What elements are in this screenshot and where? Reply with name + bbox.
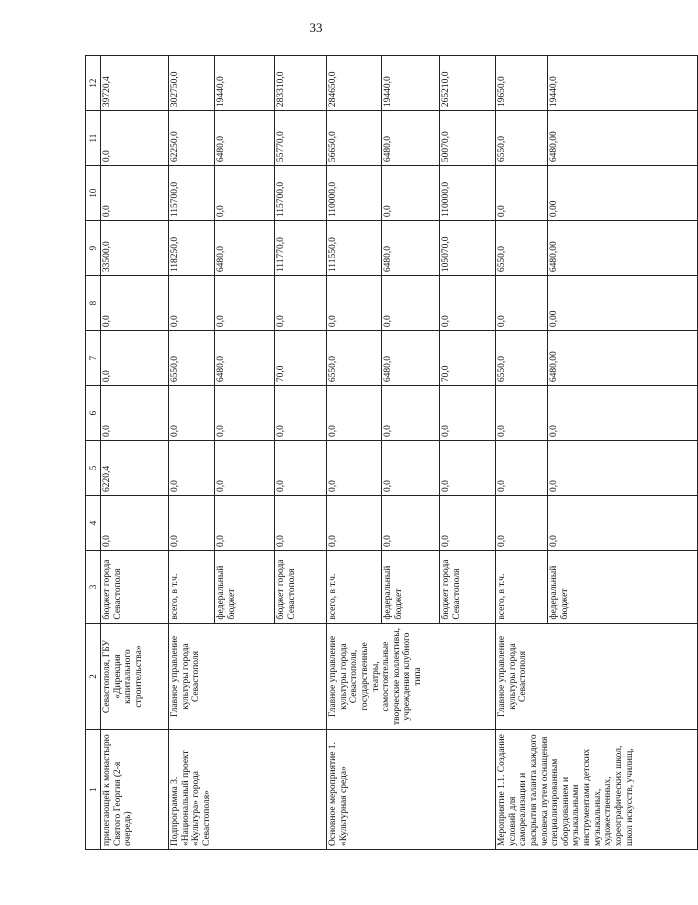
cell-value: 0,0 — [101, 111, 169, 166]
cell-value: 0,0 — [382, 386, 440, 441]
cell-value: 265210,0 — [440, 56, 496, 111]
cell-value: 0,0 — [101, 496, 169, 551]
cell-value: 6480,0 — [215, 221, 275, 276]
cell-value: 0,0 — [169, 496, 215, 551]
cell-value: 284650,0 — [327, 56, 382, 111]
header-cell: 7 — [86, 331, 101, 386]
header-cell: 6 — [86, 386, 101, 441]
cell-value: 0,0 — [327, 441, 382, 496]
cell-value: 0,0 — [382, 441, 440, 496]
table-row — [215, 56, 275, 850]
header-cell: 2 — [86, 623, 101, 730]
cell-value: 0,0 — [215, 276, 275, 331]
cell-value: 0,0 — [215, 496, 275, 551]
cell-value: 62250,0 — [169, 111, 215, 166]
cell-value: 283310,0 — [275, 56, 327, 111]
header-cell: 5 — [86, 441, 101, 496]
cell-description: Мероприятие 1.1. Создание условий для самореализации и раскрытия таланта каждого человека путем оснащения специализированным оборудованием и музыкальными инструментами детских музыкальных, художественных, хореографических школ, школ искусств, училищ, — [496, 730, 698, 850]
table-row — [382, 56, 440, 850]
cell-value: 6550,0 — [496, 111, 548, 166]
cell-value: 0,0 — [215, 441, 275, 496]
cell-value: 0,00 — [548, 276, 698, 331]
cell-value: 6480,00 — [548, 111, 698, 166]
cell-empty — [215, 730, 275, 850]
cell-value: 0,0 — [275, 276, 327, 331]
cell-value: 6220,4 — [101, 441, 169, 496]
cell-value: 55770,0 — [275, 111, 327, 166]
cell-value: 50070,0 — [440, 111, 496, 166]
cell-value: 0,0 — [101, 166, 169, 221]
cell-value: 70,0 — [440, 331, 496, 386]
cell-value: 111550,0 — [327, 221, 382, 276]
cell-value: 70,0 — [275, 331, 327, 386]
cell-empty — [275, 730, 327, 850]
cell-value: 0,0 — [440, 386, 496, 441]
cell-value: 33500,0 — [101, 221, 169, 276]
page-number: 33 — [309, 20, 323, 35]
cell-executor: Севастополя, ГБУ «Дирекция капитального строительства» — [101, 623, 169, 730]
cell-description: Подпрограмма 3. «Национальный проект «Культура» города Севастополя» — [169, 730, 215, 850]
cell-value: 0,0 — [440, 276, 496, 331]
cell-value: 0,0 — [440, 496, 496, 551]
cell-value: 0,0 — [496, 441, 548, 496]
cell-value: 19440,0 — [548, 56, 698, 111]
cell-executor: Главное управление культуры города Севастополя, государственные театры, самостоятельные творческие коллективы, учреждения клубного типа — [327, 623, 496, 730]
cell-value: 0,0 — [327, 496, 382, 551]
cell-value: 0,0 — [548, 386, 698, 441]
cell-source: федеральный бюджет — [215, 551, 275, 624]
header-row — [86, 56, 101, 850]
cell-value: 0,0 — [275, 441, 327, 496]
cell-value: 0,0 — [101, 386, 169, 441]
cell-value: 19440,0 — [382, 56, 440, 111]
cell-source: всего, в т.ч. — [327, 551, 382, 624]
cell-value: 39720,4 — [101, 56, 169, 111]
cell-value: 110000,0 — [327, 166, 382, 221]
cell-source: всего, в т.ч. — [496, 551, 548, 624]
cell-value: 0,0 — [327, 276, 382, 331]
cell-value: 115700,0 — [169, 166, 215, 221]
cell-value: 0,0 — [382, 496, 440, 551]
header-cell: 8 — [86, 276, 101, 331]
cell-value: 0,0 — [496, 276, 548, 331]
cell-value: 19440,0 — [215, 56, 275, 111]
table-row — [327, 56, 382, 850]
cell-description: Основное мероприятие 1. «Культурная среда» — [327, 730, 382, 850]
cell-source: федеральный бюджет — [382, 551, 440, 624]
cell-source: всего, в т.ч. — [169, 551, 215, 624]
cell-value: 0,0 — [496, 166, 548, 221]
cell-value: 0,0 — [496, 496, 548, 551]
table-row — [440, 56, 496, 850]
cell-source: федеральный бюджет — [548, 551, 698, 624]
header-cell: 4 — [86, 496, 101, 551]
cell-executor: Главное управление культуры города Севастополя — [496, 623, 698, 730]
cell-value: 6480,0 — [382, 221, 440, 276]
cell-source: бюджет города Севастополя — [440, 551, 496, 624]
cell-value: 0,0 — [275, 496, 327, 551]
cell-value: 6480,0 — [382, 331, 440, 386]
cell-value: 0,0 — [101, 331, 169, 386]
header-cell: 11 — [86, 111, 101, 166]
cell-value: 302750,0 — [169, 56, 215, 111]
cell-value: 0,0 — [101, 276, 169, 331]
cell-value: 6550,0 — [496, 331, 548, 386]
cell-value: 0,0 — [275, 386, 327, 441]
cell-executor: Главное управление культуры города Севастополя — [169, 623, 215, 730]
cell-value: 0,0 — [440, 441, 496, 496]
cell-value: 56650,0 — [327, 111, 382, 166]
cell-value: 105070,0 — [440, 221, 496, 276]
cell-value: 0,0 — [215, 386, 275, 441]
rotated-table-container — [85, 55, 635, 850]
cell-value: 6480,0 — [215, 111, 275, 166]
cell-source: бюджет города Севастополя — [101, 551, 169, 624]
cell-value: 6480,0 — [215, 331, 275, 386]
cell-value: 0,0 — [169, 386, 215, 441]
cell-value: 0,0 — [548, 441, 698, 496]
header-cell: 12 — [86, 56, 101, 111]
cell-value: 111770,0 — [275, 221, 327, 276]
cell-value: 6550,0 — [169, 331, 215, 386]
cell-value: 19650,0 — [496, 56, 548, 111]
header-cell: 3 — [86, 551, 101, 624]
cell-value: 0,0 — [169, 441, 215, 496]
cell-value: 6550,0 — [496, 221, 548, 276]
header-cell: 1 — [86, 730, 101, 850]
cell-source: бюджет города Севастополя — [275, 551, 327, 624]
table-row — [496, 56, 548, 850]
cell-value: 0,0 — [327, 386, 382, 441]
cell-value: 6480,00 — [548, 331, 698, 386]
table-row — [275, 56, 327, 850]
cell-value: 110000,0 — [440, 166, 496, 221]
header-cell: 9 — [86, 221, 101, 276]
cell-description: прилегающей к монастырю Святого Георгия (2-я очередь) — [101, 730, 169, 850]
cell-empty — [215, 623, 275, 730]
cell-value: 0,0 — [215, 166, 275, 221]
cell-empty — [275, 623, 327, 730]
cell-value: 6480,00 — [548, 221, 698, 276]
header-cell: 10 — [86, 166, 101, 221]
cell-empty — [382, 730, 440, 850]
budget-table — [85, 55, 698, 850]
cell-value: 0,0 — [169, 276, 215, 331]
cell-value: 6480,0 — [382, 111, 440, 166]
cell-value: 118250,0 — [169, 221, 215, 276]
cell-value: 0,0 — [496, 386, 548, 441]
cell-value: 115700,0 — [275, 166, 327, 221]
cell-value: 0,0 — [382, 166, 440, 221]
cell-value: 0,0 — [548, 496, 698, 551]
cell-value: 0,0 — [382, 276, 440, 331]
table-row — [101, 56, 169, 850]
table-row — [169, 56, 215, 850]
cell-value: 0,00 — [548, 166, 698, 221]
cell-value: 6550,0 — [327, 331, 382, 386]
cell-empty — [440, 730, 496, 850]
